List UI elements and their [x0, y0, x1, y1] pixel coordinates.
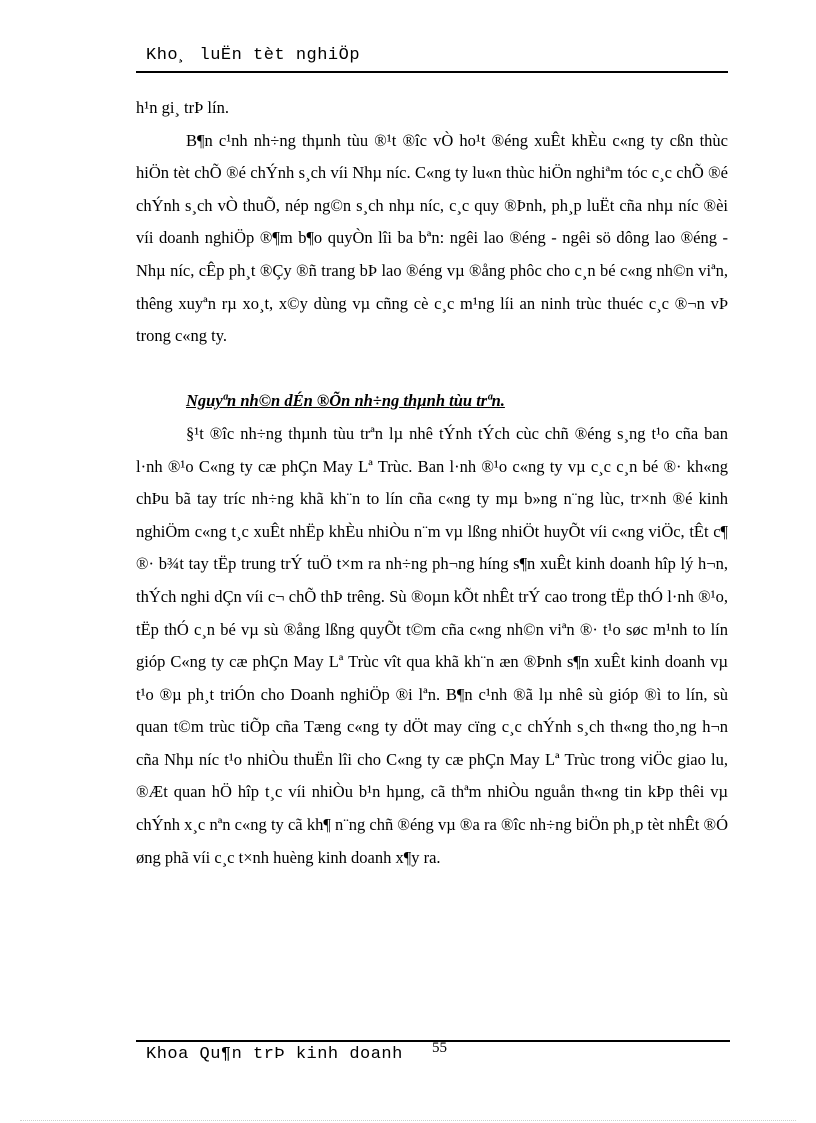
header-divider — [136, 71, 728, 73]
paragraph-3: §¹t ®îc nh÷ng thµnh tùu trªn lµ nhê tÝnh tÝch cùc chñ ®éng s¸ng t¹o cña ban l·nh ®¹o C«ng ty cæ phÇn May Lª Trùc. Ban l·nh ®¹o c«ng ty vµ c¸c c¸n bé ®· kh«ng chÞu bã tay tríc nh÷ng khã kh¨n to lín cña c«ng ty mµ b»ng n¨ng lùc, tr×nh ®é kinh nghiÖm c«ng t¸c xuÊt nhËp khÈu nhiÒu n¨m vµ lßng nhiÖt huyÕt víi c«ng viÖc, tÊt c¶ ®· b¾t tay tËp trung trÝ tuÖ t×m ra nh÷ng ph¬ng híng s¶n xuÊt kinh doanh hîp lý h¬n, thÝch nghi dÇn víi c¬ chÕ thÞ trêng. Sù ®oµn kÕt nhÊt trÝ cao trong tËp thÓ l·nh ®¹o, tËp thÓ c¸n bé vµ sù ®ång lßng quyÕt t©m cña c«ng nh©n viªn ®· t¹o søc m¹nh to lín gióp C«ng ty cæ phÇn May Lª Trùc vît qua khã kh¨n æn ®Þnh s¶n xuÊt kinh doanh vµ t¹o ®µ ph¸t triÓn cho Doanh nghiÖp ®i lªn. B¶n c¹nh ®ã lµ nhê sù gióp ®ì to lín, sù quan t©m trùc tiÕp cña Tæng c«ng ty dÖt may cïng c¸c chÝnh s¸ch th«ng tho¸ng h¬n cña Nhµ níc t¹o nhiÒu thuËn lîi cho C«ng ty cæ phÇn May Lª Trùc trong viÖc giao lu, ®Æt quan hÖ hîp t¸c víi nhiÒu b¹n hµng, cã thªm nhiÒu nguån th«ng tin kÞp thêi vµ chÝnh x¸c nªn c«ng ty cã kh¶ n¨ng chñ ®éng vµ ®a ra ®îc nh÷ng biÖn ph¸p tèt nhÊt ®Ó øng phã víi c¸c t×nh huèng kinh doanh x¶y ra. — [136, 423, 728, 867]
document-body — [136, 92, 728, 874]
page-footer: Khoa Qu¶n trÞ kinh doanh — [146, 1045, 403, 1064]
page-number: 55 — [432, 1040, 447, 1056]
paragraph-spacer — [136, 353, 728, 386]
paragraph-2: B¶n c¹nh nh÷ng thµnh tùu ®¹t ®îc vÒ ho¹t ®éng xuÊt khÈu c«ng ty cßn thùc hiÖn tèt chÕ ®é chÝnh s¸ch víi Nhµ níc. C«ng ty lu«n thùc hiÖn nghiªm tóc c¸c chÕ ®é chÝnh s¸ch vÒ thuÕ, nép ng©n s¸ch nhµ níc, c¸c quy ®Þnh, ph¸p luËt cña nhµ níc ®èi víi doanh nghiÖp ®¶m b¶o quyÒn lîi ba bªn: ngêi lao ®éng - ngêi sö dông lao ®éng - Nhµ níc, cÊp ph¸t ®Çy ®ñ trang bÞ lao ®éng vµ ®ång phôc cho c¸n bé c«ng nh©n viªn, thêng xuyªn rµ xo¸t, x©y dùng vµ cñng cè c¸c m¹ng líi an ninh trùc thuéc c¸c ®¬n vÞ trong c«ng ty. — [136, 130, 728, 346]
paragraph-1: h¹n gi¸ trÞ lín. — [136, 98, 229, 117]
section-heading: Nguyªn nh©n dÉn ®Õn nh÷ng thµnh tùu trªn. — [186, 391, 505, 411]
page-header: Kho¸ luËn tèt nghiÖp — [146, 46, 361, 65]
page-bottom-border — [20, 1120, 796, 1121]
